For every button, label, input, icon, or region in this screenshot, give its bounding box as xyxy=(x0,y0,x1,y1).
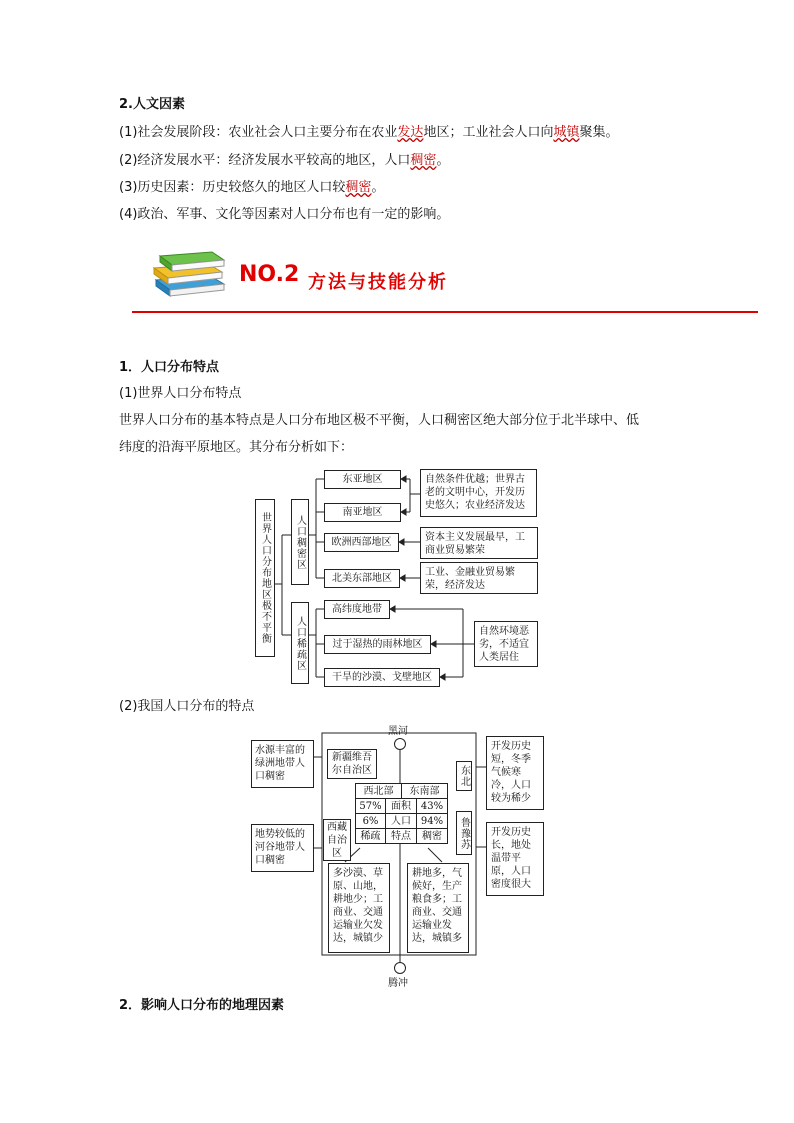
city-heihe: 黑河 xyxy=(388,726,408,737)
part1-title: 1．人口分布特点 xyxy=(119,360,220,375)
part1-desc-line1: 世界人口分布的基本特点是人口分布地区极不平衡，人口稠密区绝大部分位于北半球中、低 xyxy=(119,413,640,428)
region-lu-yu-su: 鲁豫苏 xyxy=(456,811,472,855)
p2-post: 。 xyxy=(436,153,450,168)
note-oasis: 水源丰富的绿洲地带人口稠密 xyxy=(251,740,314,788)
paragraph-2 xyxy=(119,151,449,171)
sparse-region-high-latitude: 高纬度地带 xyxy=(324,600,390,619)
region-xinjiang: 新疆维吾尔自治区 xyxy=(327,749,377,779)
dense-reason-3: 工业、金融业贸易繁荣，经济发达 xyxy=(420,562,538,594)
table-cell: 特点 xyxy=(385,828,417,844)
p3-post: 。 xyxy=(371,180,385,195)
region-tibet: 西藏自治区 xyxy=(323,819,351,861)
table-header-northwest: 西北部 xyxy=(355,783,402,799)
part1-desc-line2: 纬度的沿海平原地区。其分布分析如下： xyxy=(119,440,354,455)
part1-sub2: (2)我国人口分布的特点 xyxy=(119,699,255,714)
table-cell: 57% xyxy=(355,798,386,814)
p1-pre: (1)社会发展阶段：农业社会人口主要分布在农业 xyxy=(119,125,398,140)
table-cell: 稀疏 xyxy=(355,828,386,844)
world-root-box: 世界人口分布地区极不平衡 xyxy=(255,499,275,657)
p1-mid: 地区；工业社会人口向 xyxy=(423,125,554,140)
p1-highlight-2: 城镇 xyxy=(553,125,580,140)
dense-region-eastern-north-america: 北美东部地区 xyxy=(324,569,400,588)
sparse-reason: 自然环境恶劣，不适宜人类居住 xyxy=(474,621,538,667)
table-cell: 人口 xyxy=(385,813,417,829)
paragraph-1 xyxy=(119,123,618,143)
sparse-region-rainforest: 过于湿热的雨林地区 xyxy=(324,635,431,654)
p3-pre: (3)历史因素：历史较悠久的地区人口较 xyxy=(119,180,346,195)
northwest-description: 多沙漠、草原、山地，耕地少；工商业、交通运输业欠发达，城镇少 xyxy=(328,863,390,953)
dense-region-east-asia: 东亚地区 xyxy=(324,470,401,489)
region-northeast: 东北 xyxy=(456,761,472,791)
sparse-group-box: 人口稀疏区 xyxy=(291,602,309,684)
note-river-valley: 地势较低的河谷地带人口稠密 xyxy=(251,824,314,872)
table-cell: 43% xyxy=(416,798,448,814)
southeast-description: 耕地多，气候好，生产粮食多；工商业、交通运输业发达，城镇多 xyxy=(407,863,469,953)
p1-highlight-1: 发达 xyxy=(397,125,424,140)
note-lu-yu-su: 开发历史长，地处温带平原，人口密度很大 xyxy=(486,822,544,896)
world-population-diagram xyxy=(255,465,545,690)
comparison-table xyxy=(355,783,448,844)
paragraph-3 xyxy=(119,178,384,198)
tengchong-marker xyxy=(394,962,406,974)
section-title: 2.人文因素 xyxy=(119,97,185,112)
note-northeast: 开发历史短，冬季气候寒冷，人口较为稀少 xyxy=(486,736,544,810)
table-cell: 6% xyxy=(355,813,386,829)
p3-highlight: 稠密 xyxy=(345,180,372,195)
sparse-region-desert: 干旱的沙漠、戈壁地区 xyxy=(324,668,440,687)
table-cell: 稠密 xyxy=(416,828,448,844)
dense-group-box: 人口稠密区 xyxy=(291,499,309,585)
city-tengchong: 腾冲 xyxy=(388,978,408,989)
dense-region-south-asia: 南亚地区 xyxy=(324,503,401,522)
banner-title: 方法与技能分析 xyxy=(308,272,448,293)
paragraph-4: (4)政治、军事、文化等因素对人口分布也有一定的影响。 xyxy=(119,207,450,222)
heihe-marker xyxy=(394,738,406,750)
p2-pre: (2)经济发展水平：经济发展水平较高的地区，人口 xyxy=(119,153,411,168)
table-cell: 面积 xyxy=(385,798,417,814)
banner-divider xyxy=(132,311,758,313)
books-icon xyxy=(150,240,230,300)
dense-reason-2: 资本主义发展最早，工商业贸易繁荣 xyxy=(420,527,538,559)
china-population-diagram xyxy=(250,722,550,987)
dense-reason-1: 自然条件优越；世界古老的文明中心，开发历史悠久；农业经济发达 xyxy=(420,469,537,517)
p1-post: 聚集。 xyxy=(579,125,619,140)
part2-title: 2．影响人口分布的地理因素 xyxy=(119,998,285,1013)
table-header-southeast: 东南部 xyxy=(401,783,448,799)
part1-sub1: (1)世界人口分布特点 xyxy=(119,386,242,401)
p2-highlight: 稠密 xyxy=(410,153,437,168)
table-cell: 94% xyxy=(416,813,448,829)
dense-region-western-europe: 欧洲西部地区 xyxy=(324,533,399,552)
banner-number: NO.2 xyxy=(239,262,300,287)
